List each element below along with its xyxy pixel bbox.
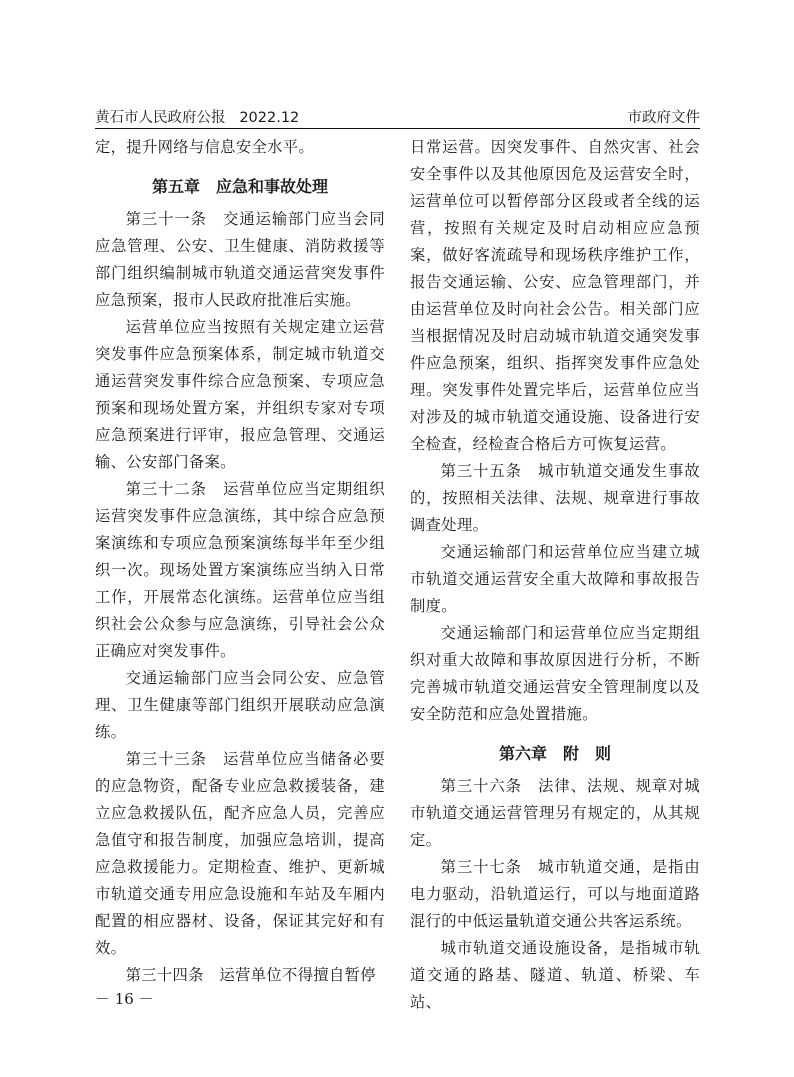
publication-title: 黄石市人民政府公报 2022.12 bbox=[95, 110, 300, 126]
paragraph: 运营单位应当按照有关规定建立运营突发事件应急预案体系，制定城市轨道交通运营突发事件综合应急预案、专项应急预案和现场处置方案，并组织专家对专项应急预案进行评审，报应急管理、交通运输、公安部门备案。 bbox=[95, 318, 385, 471]
article-37: 第三十七条 城市轨道交通，是指由电力驱动，沿轨道运行，可以与地面道路混行的中低运量轨道交通公共客运系统。 bbox=[410, 858, 700, 930]
right-column bbox=[410, 134, 700, 1016]
paragraph: 交通运输部门应当会同公安、应急管理、卫生健康等部门组织开展联动应急演练。 bbox=[95, 669, 385, 741]
left-column bbox=[95, 134, 385, 989]
paragraph: 城市轨道交通设施设备，是指城市轨道交通的路基、隧道、轨道、桥梁、车站、 bbox=[410, 939, 700, 1011]
header-rule bbox=[95, 128, 700, 129]
chapter-heading: 第六章 附 则 bbox=[498, 744, 611, 763]
paragraph: 交通运输部门和运营单位应当定期组织对重大故障和事故原因进行分析，不断完善城市轨道交通运营安全管理制度以及安全防范和应急处置措施。 bbox=[410, 624, 700, 723]
paragraph: 交通运输部门和运营单位应当建立城市轨道交通运营安全重大故障和事故报告制度。 bbox=[410, 543, 700, 615]
article-32: 第三十二条 运营单位应当定期组织运营突发事件应急演练，其中综合应急预案演练和专项应急预案演练每半年至少组织一次。现场处置方案演练应当纳入日常工作，开展常态化演练。运营单位应当组织社会公众参与应急演练，引导社会公众正确应对突发事件。 bbox=[95, 480, 385, 660]
article-36: 第三十六条 法律、法规、规章对城市轨道交通运营管理另有规定的，从其规定。 bbox=[410, 777, 700, 849]
section-label: 市政府文件 bbox=[627, 110, 700, 126]
paragraph: 日常运营。因突发事件、自然灾害、社会安全事件以及其他原因危及运营安全时，运营单位可以暂停部分区段或者全线的运营，按照有关规定及时启动相应应急预案，做好客流疏导和现场秩序维护工作，报告交通运输、公安、应急管理部门，并由运营单位及时向社会公告。相关部门应当根据情况及时启动城市轨道交通突发事件应急预案，组织、指挥突发事件应急处理。突发事件处置完毕后，运营单位应当对涉及的城市轨道交通设施、设备进行安全检查，经检查合格后方可恢复运营。 bbox=[410, 138, 700, 453]
running-header bbox=[95, 106, 700, 128]
chapter-heading: 第五章 应急和事故处理 bbox=[151, 177, 328, 196]
article-31: 第三十一条 交通运输部门应当会同应急管理、公安、卫生健康、消防救援等部门组织编制城市轨道交通运营突发事件应急预案，报市人民政府批准后实施。 bbox=[95, 210, 385, 309]
article-35: 第三十五条 城市轨道交通发生事故的，按照相关法律、法规、规章进行事故调查处理。 bbox=[410, 462, 700, 534]
page-number: － 16 － bbox=[95, 990, 154, 1008]
paragraph: 定，提升网络与信息安全水平。 bbox=[95, 138, 315, 156]
article-34: 第三十四条 运营单位不得擅自暂停 bbox=[125, 966, 376, 984]
article-33: 第三十三条 运营单位应当储备必要的应急物资，配备专业应急救援装备，建立应急救援队伍，配齐应急人员，完善应急值守和报告制度，加强应急培训，提高应急救援能力。定期检查、维护、更新城市轨道交通专用应急设施和车站及车厢内配置的相应器材、设备，保证其完好和有效。 bbox=[95, 750, 385, 957]
